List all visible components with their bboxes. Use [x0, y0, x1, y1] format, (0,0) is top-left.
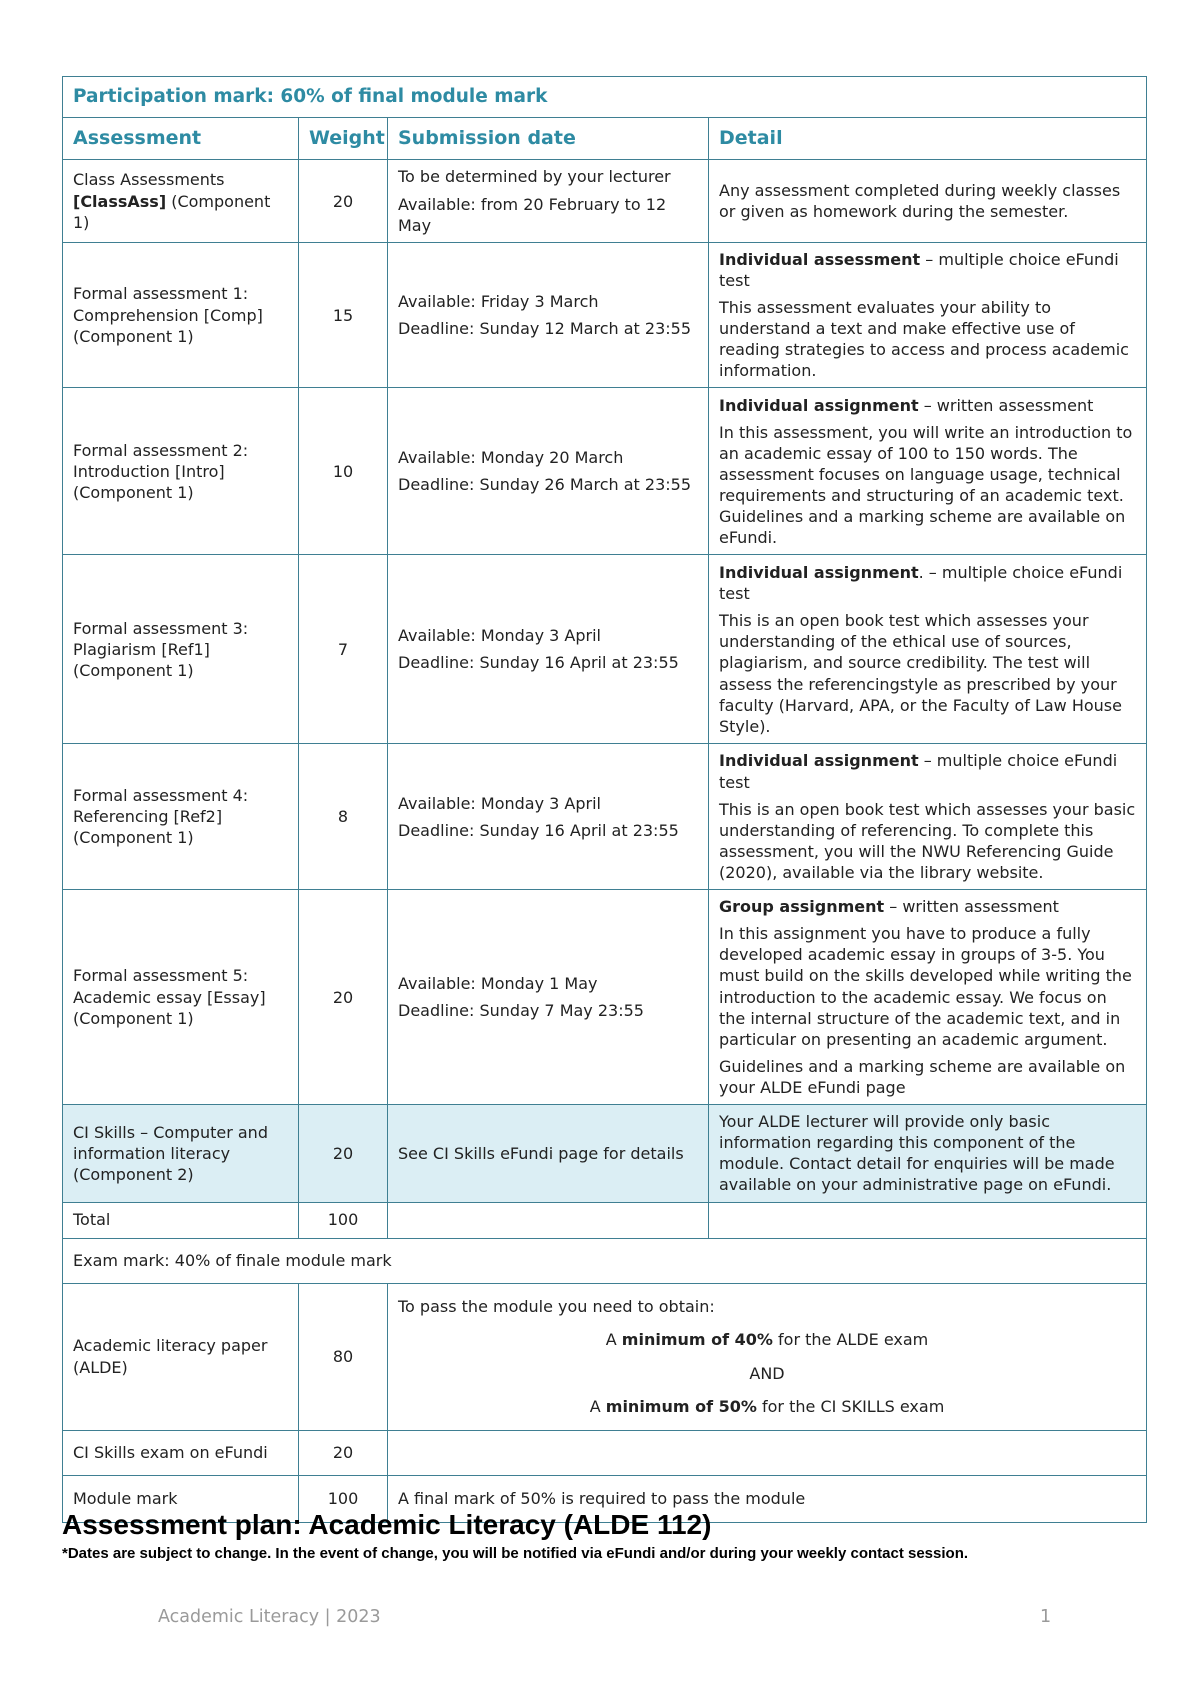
table-row [63, 1283, 1147, 1430]
detail-heading [719, 896, 1136, 917]
pass-intro: To pass the module you need to obtain: [398, 1297, 715, 1317]
weight-cell: 8 [299, 744, 388, 890]
detail-heading [719, 395, 1136, 416]
submission-line: Deadline: Sunday 7 May 23:55 [398, 1001, 644, 1021]
submission-line: Deadline: Sunday 16 April at 23:55 [398, 820, 679, 840]
page-number: 1 [1040, 1607, 1052, 1627]
detail-cell [709, 555, 1147, 744]
empty-cell [709, 1202, 1147, 1238]
detail-format: . – multiple choice eFundi test [719, 563, 1123, 604]
total-weight: 100 [299, 1202, 388, 1238]
submission-line: Available: Monday 3 April [398, 626, 601, 646]
empty-cell [388, 1202, 709, 1238]
detail-cell [709, 242, 1147, 388]
weight-cell: 20 [299, 1430, 388, 1475]
table-row [63, 160, 1147, 242]
submission-line: Available: Monday 3 April [398, 793, 601, 813]
header-submission: Submission date [388, 118, 709, 160]
submission-line: Available: Monday 20 March [398, 448, 624, 468]
header-weight: Weight [299, 118, 388, 160]
weight-cell: 20 [299, 890, 388, 1105]
detail-text: Guidelines and a marking scheme are available on your ALDE eFundi page [719, 1056, 1126, 1097]
submission-cell [388, 890, 709, 1105]
detail-cell: Your ALDE lecturer will provide only basic information regarding this component of the module. Contact detail for enquiries will be made available on your administrative page on eFundi. [709, 1105, 1147, 1202]
submission-line: Deadline: Sunday 26 March at 23:55 [398, 475, 692, 495]
weight-cell: 7 [299, 555, 388, 744]
weight-cell: 100 [299, 1475, 388, 1522]
requirement-minimum: minimum of 50% [605, 1396, 757, 1416]
requirement-minimum: minimum of 40% [621, 1330, 773, 1350]
detail-text: This is an open book test which assesses your understanding of the ethical use of sources, plagiarism, and source credibility. The test will assess the referencingstyle as prescribed by your faculty (Harvard, APA, or the Faculty of Law House Style). [719, 611, 1122, 736]
pass-requirement [398, 1329, 1136, 1350]
detail-heading [719, 249, 1136, 291]
detail-type: Individual assignment [719, 751, 919, 771]
weight-cell: 80 [299, 1283, 388, 1430]
detail-text: This is an open book test which assesses your basic understanding of referencing. To complete this assessment, you will the NWU Referencing Guide (2020), available via the library website. [719, 799, 1136, 883]
submission-cell [388, 160, 709, 242]
and-label: AND [749, 1363, 785, 1383]
submission-cell [388, 388, 709, 555]
submission-cell [388, 744, 709, 890]
table-row [63, 744, 1147, 890]
pass-requirements [388, 1283, 1147, 1430]
empty-cell [388, 1430, 1147, 1475]
assessment-name-text: Class Assessments [73, 170, 225, 190]
detail-cell: Any assessment completed during weekly classes or given as homework during the semester. [709, 160, 1147, 242]
detail-text: In this assignment you have to produce a fully developed academic essay in groups of 3-5. You must build on the skills developed while writing the introduction to the academic essay. We focus on the internal structure of the academic text, and in particular on presenting an academic argument. [719, 924, 1132, 1049]
detail-format: – multiple choice eFundi test [719, 249, 1119, 290]
header-assessment: Assessment [63, 118, 299, 160]
assessment-code: [ClassAss] [73, 191, 167, 211]
table-row [63, 890, 1147, 1105]
requirement-target: for the CI SKILLS exam [756, 1396, 945, 1416]
submission-line: Available: from 20 February to 12 May [398, 194, 667, 235]
detail-type: Individual assessment [719, 249, 921, 269]
page-title: Assessment plan: Academic Literacy (ALDE 112) [62, 1509, 712, 1540]
assessment-name: Formal assessment 3: Plagiarism [Ref1] (Component 1) [63, 555, 299, 744]
detail-cell [709, 388, 1147, 555]
assessment-name: Formal assessment 5: Academic essay [Essay] (Component 1) [63, 890, 299, 1105]
assessment-name: Academic literacy paper (ALDE) [63, 1283, 299, 1430]
submission-cell [388, 242, 709, 388]
page-subtitle: *Dates are subject to change. In the event of change, you will be notified via eFundi and/or during your weekly contact session. [62, 1545, 969, 1562]
weight-cell: 15 [299, 242, 388, 388]
participation-title: Participation mark: 60% of final module mark [63, 77, 1147, 118]
submission-cell: See CI Skills eFundi page for details [388, 1105, 709, 1202]
detail-format: – multiple choice eFundi test [719, 751, 1118, 792]
detail-type: Group assignment [719, 897, 885, 917]
submission-line: Deadline: Sunday 16 April at 23:55 [398, 653, 679, 673]
total-row [63, 1202, 1147, 1238]
pass-requirement [398, 1396, 1136, 1417]
submission-cell [388, 555, 709, 744]
submission-line: Deadline: Sunday 12 March at 23:55 [398, 319, 692, 339]
submission-line: To be determined by your lecturer [398, 167, 671, 187]
table-row [63, 242, 1147, 388]
assessment-table [62, 76, 1147, 1523]
requirement-target: for the ALDE exam [772, 1330, 929, 1350]
assessment-name: Module mark [63, 1475, 299, 1522]
table-row [63, 1430, 1147, 1475]
detail-heading [719, 562, 1136, 604]
table-row [63, 555, 1147, 744]
assessment-name: Formal assessment 1: Comprehension [Comp] (Component 1) [63, 242, 299, 388]
detail-format: – written assessment [884, 897, 1059, 917]
assessment-name: CI Skills – Computer and information literacy (Component 2) [63, 1105, 299, 1202]
detail-text: This assessment evaluates your ability to understand a text and make effective use of reading strategies to access and process academic information. [719, 298, 1129, 381]
assessment-component: (Component 1) [73, 191, 271, 232]
detail-type: Individual assignment [719, 395, 919, 415]
table-row [63, 388, 1147, 555]
table-row [63, 1105, 1147, 1202]
weight-cell: 20 [299, 1105, 388, 1202]
submission-line: Available: Friday 3 March [398, 292, 599, 312]
assessment-name [63, 160, 299, 242]
detail-type: Individual assignment [719, 563, 919, 583]
footer-text: Academic Literacy | 2023 [158, 1607, 381, 1627]
weight-cell: 20 [299, 160, 388, 242]
detail-heading [719, 750, 1136, 792]
submission-line: Available: Monday 1 May [398, 974, 598, 993]
header-detail: Detail [709, 118, 1147, 160]
weight-cell: 10 [299, 388, 388, 555]
exam-title: Exam mark: 40% of finale module mark [63, 1238, 1147, 1283]
requirement-prefix: A [605, 1330, 622, 1350]
assessment-name: Formal assessment 4: Referencing [Ref2] (Component 1) [63, 744, 299, 890]
detail-cell [709, 890, 1147, 1105]
assessment-name: Formal assessment 2: Introduction [Intro] (Component 1) [63, 388, 299, 555]
module-note: A final mark of 50% is required to pass the module [388, 1475, 1147, 1522]
requirement-prefix: A [589, 1396, 606, 1416]
detail-cell [709, 744, 1147, 890]
total-label: Total [63, 1202, 299, 1238]
detail-format: – written assessment [918, 395, 1094, 415]
assessment-name: CI Skills exam on eFundi [63, 1430, 299, 1475]
detail-text: In this assessment, you will write an introduction to an academic essay of 100 to 150 words. The assessment focuses on language usage, technical requirements and structuring of an academic text. Guidelines and a marking scheme are available on eFundi. [719, 422, 1133, 548]
